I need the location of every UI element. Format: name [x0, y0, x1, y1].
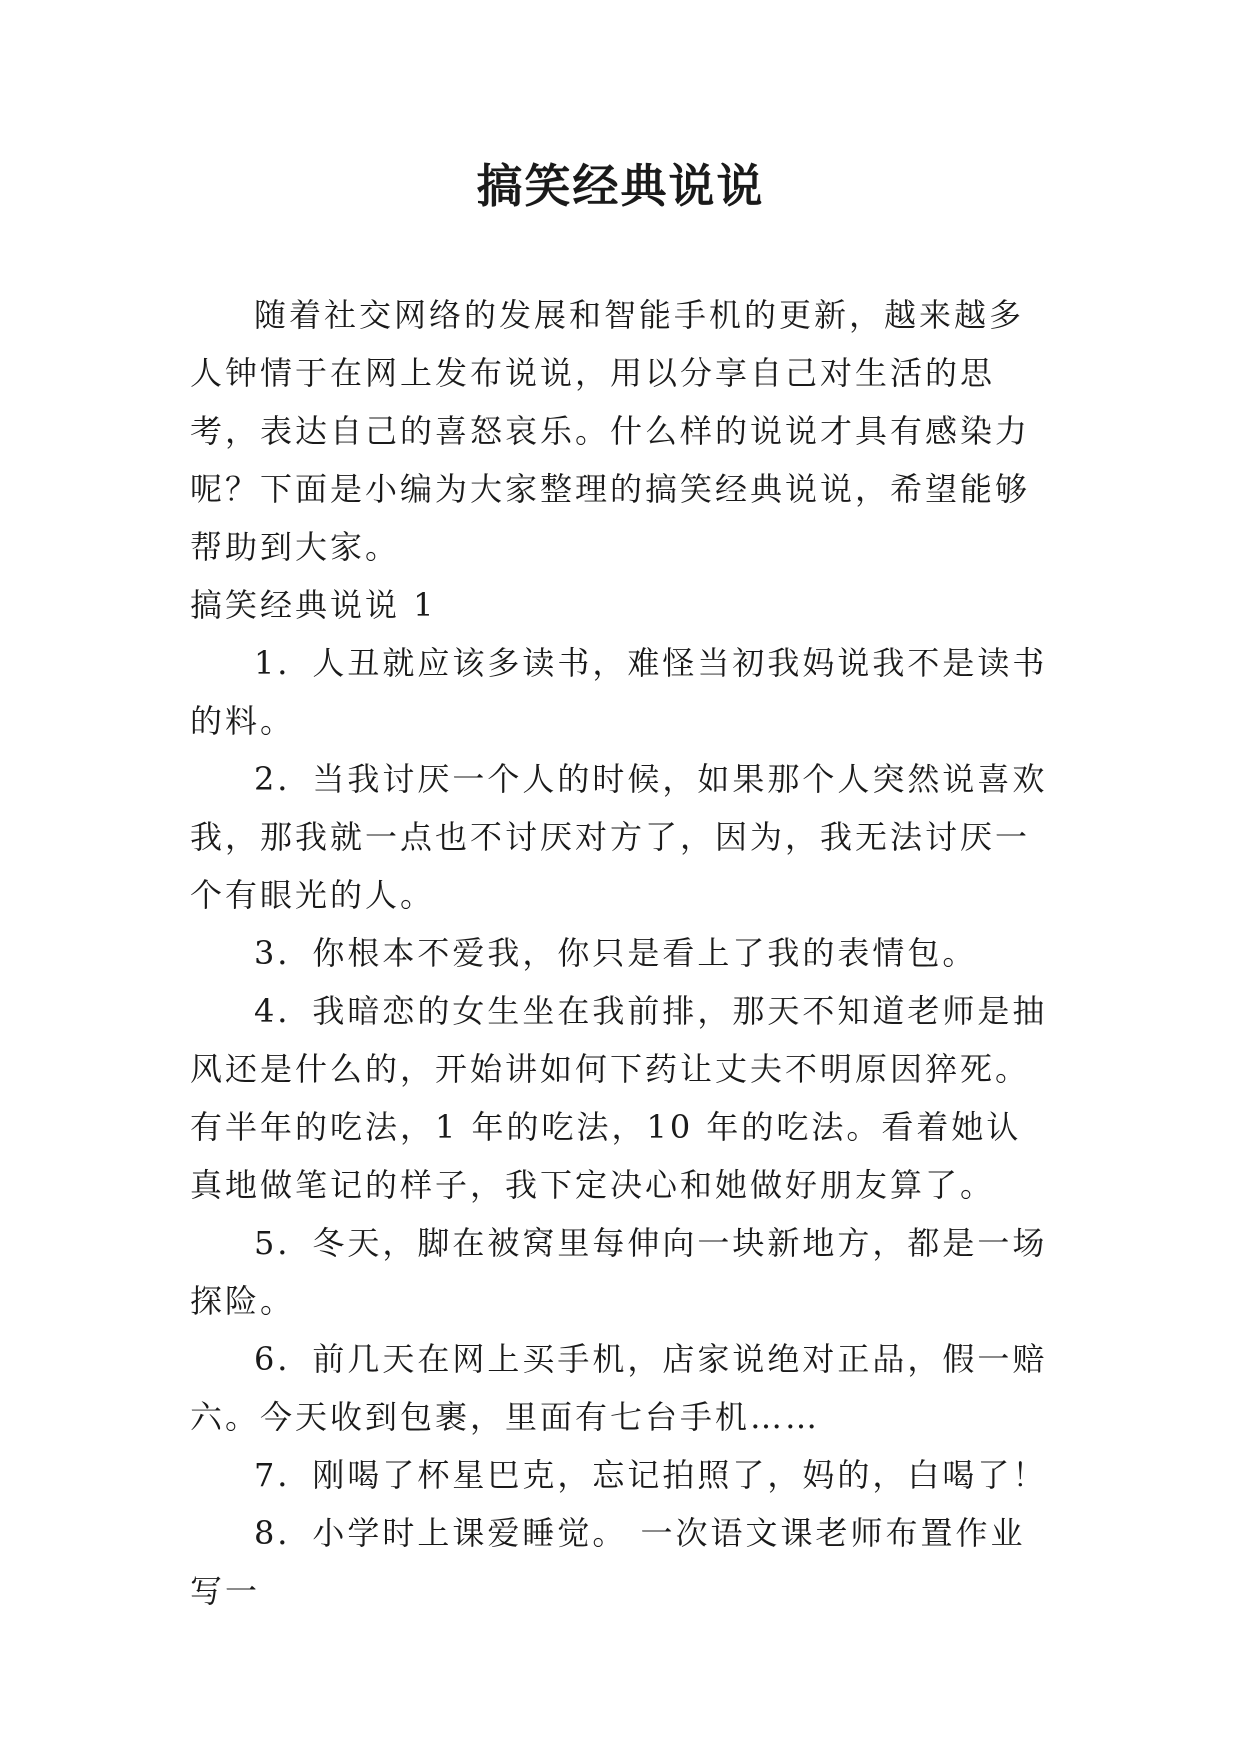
intro-section [190, 286, 1050, 576]
jokes-list [190, 634, 1050, 1620]
list-item: 6．前几天在网上买手机，店家说绝对正品，假一赔六。今天收到包裹，里面有七台手机…… [190, 1340, 1048, 1436]
list-item: 1．人丑就应该多读书，难怪当初我妈说我不是读书的料。 [190, 644, 1048, 740]
document-title: 搞笑经典说说 [476, 159, 765, 213]
list-item: 5．冬天，脚在被窝里每伸向一块新地方，都是一场探险。 [190, 1224, 1048, 1320]
section-heading: 搞笑经典说说 1 [190, 586, 437, 624]
intro-paragraph: 随着社交网络的发展和智能手机的更新，越来越多人钟情于在网上发布说说，用以分享自己对生活的思考，表达自己的喜怒哀乐。什么样的说说才具有感染力呢？下面是小编为大家整理的搞笑经典说说，希望能够帮助到大家。 [190, 296, 1031, 566]
list-item: 8．小学时上课爱睡觉。 一次语文课老师布置作业写一 [190, 1514, 1026, 1610]
list-item: 2．当我讨厌一个人的时候，如果那个人突然说喜欢我，那我就一点也不讨厌对方了，因为，我无法讨厌一个有眼光的人。 [190, 760, 1048, 914]
list-item: 3．你根本不爱我，你只是看上了我的表情包。 [254, 934, 978, 972]
list-item: 4．我暗恋的女生坐在我前排，那天不知道老师是抽风还是什么的，开始讲如何下药让丈夫不明原因猝死。有半年的吃法，1 年的吃法，10 年的吃法。看着她认真地做笔记的样子，我下定决心和她做好朋友算了。 [190, 992, 1048, 1204]
list-item: 7．刚喝了杯星巴克，忘记拍照了，妈的，白喝了！ [254, 1456, 1048, 1494]
